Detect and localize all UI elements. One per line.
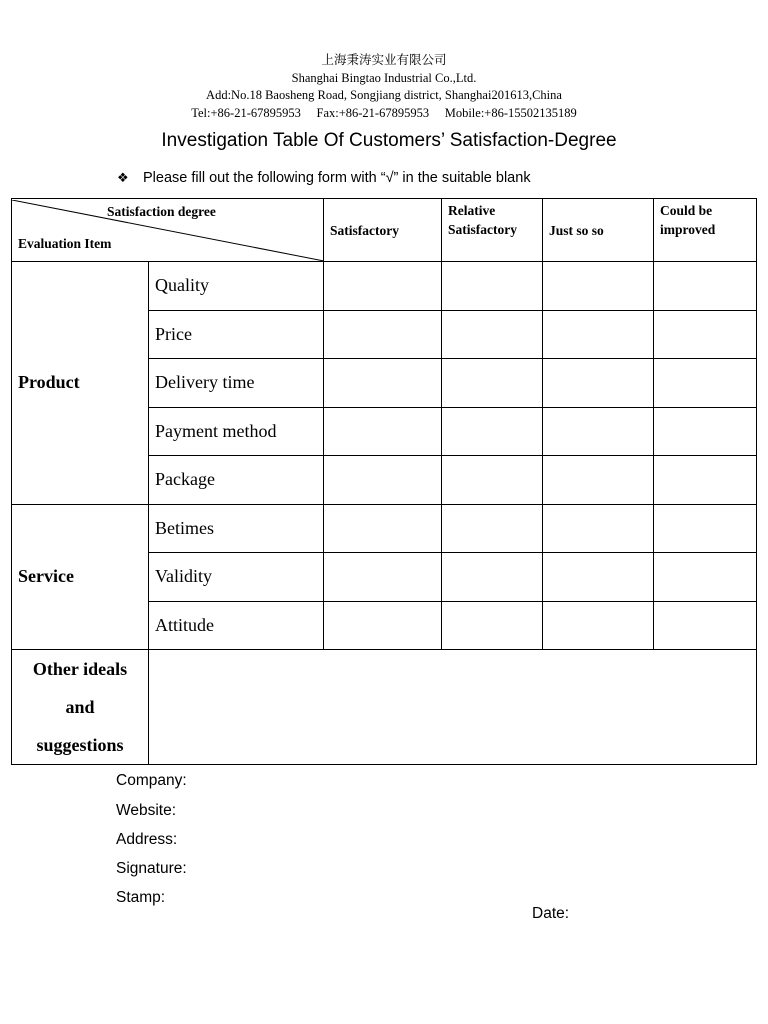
satisfaction-table: [11, 198, 757, 765]
column-header-relative-satisfactory: Relative Satisfactory: [442, 199, 543, 262]
website-field-label: Website:: [116, 802, 177, 819]
column-header-just-so-so: Just so so: [543, 199, 654, 262]
check-cell[interactable]: [543, 504, 654, 553]
other-suggestions-label: Other ideals and suggestions: [12, 650, 149, 765]
instruction-line: [117, 170, 531, 186]
address-field-label: Address:: [116, 831, 178, 848]
check-cell[interactable]: [324, 310, 442, 359]
check-cell[interactable]: [543, 553, 654, 602]
check-cell[interactable]: [543, 310, 654, 359]
company-address: Add:No.18 Baosheng Road, Songjiang district, Shanghai201613,China: [206, 88, 562, 102]
date-field-label: Date:: [532, 905, 570, 922]
diamond-bullet-icon: ❖: [117, 170, 129, 185]
check-cell[interactable]: [442, 601, 543, 650]
check-cell[interactable]: [543, 407, 654, 456]
check-cell[interactable]: [654, 262, 757, 311]
check-cell[interactable]: [654, 359, 757, 408]
check-cell[interactable]: [442, 504, 543, 553]
check-cell[interactable]: [543, 601, 654, 650]
check-cell[interactable]: [324, 504, 442, 553]
check-cell[interactable]: [654, 456, 757, 505]
check-cell[interactable]: [543, 359, 654, 408]
signature-field-label: Signature:: [116, 860, 187, 877]
item-label-validity: Validity: [149, 553, 324, 602]
group-label-product: Product: [12, 262, 149, 505]
check-cell[interactable]: [324, 601, 442, 650]
company-contacts: Tel:+86-21-67895953 Fax:+86-21-67895953 Mobile:+86-15502135189: [191, 105, 577, 120]
check-cell[interactable]: [442, 359, 543, 408]
item-label-payment-method: Payment method: [149, 407, 324, 456]
check-cell[interactable]: [324, 407, 442, 456]
check-cell[interactable]: [442, 553, 543, 602]
check-cell[interactable]: [543, 262, 654, 311]
evaluation-item-label: Evaluation Item: [18, 236, 112, 251]
check-cell[interactable]: [324, 456, 442, 505]
company-name-english: Shanghai Bingtao Industrial Co.,Ltd.: [291, 70, 477, 85]
column-header-satisfactory: Satisfactory: [324, 199, 442, 262]
column-header-could-be-improved: Could be improved: [654, 199, 757, 262]
item-label-delivery-time: Delivery time: [149, 359, 324, 408]
check-cell[interactable]: [324, 553, 442, 602]
check-cell[interactable]: [543, 456, 654, 505]
stamp-field-label: Stamp:: [116, 889, 166, 906]
page-title: Investigation Table Of Customers’ Satisfaction-Degree: [161, 130, 617, 151]
suggestions-field[interactable]: [149, 650, 757, 765]
item-label-attitude: Attitude: [149, 601, 324, 650]
item-label-price: Price: [149, 310, 324, 359]
item-label-quality: Quality: [149, 262, 324, 311]
company-name-chinese: 上海秉涛实业有限公司: [321, 53, 447, 67]
satisfaction-degree-label: Satisfaction degree: [107, 204, 216, 219]
check-cell[interactable]: [442, 456, 543, 505]
item-label-betimes: Betimes: [149, 504, 324, 553]
table-row: [12, 650, 757, 765]
check-cell[interactable]: [654, 504, 757, 553]
table-row: [12, 504, 757, 553]
check-cell[interactable]: [442, 262, 543, 311]
company-field-label: Company:: [116, 772, 187, 789]
check-cell[interactable]: [654, 553, 757, 602]
check-cell[interactable]: [442, 407, 543, 456]
table-row: [12, 262, 757, 311]
check-cell[interactable]: [654, 407, 757, 456]
item-label-package: Package: [149, 456, 324, 505]
instruction-text: Please fill out the following form with “√” in the suitable blank: [143, 170, 531, 186]
check-cell[interactable]: [324, 262, 442, 311]
check-cell[interactable]: [654, 310, 757, 359]
group-label-service: Service: [12, 504, 149, 650]
table-header-row: [12, 199, 757, 262]
corner-header-cell: [12, 199, 324, 262]
letterhead: [0, 52, 768, 122]
check-cell[interactable]: [324, 359, 442, 408]
check-cell[interactable]: [654, 601, 757, 650]
check-cell[interactable]: [442, 310, 543, 359]
